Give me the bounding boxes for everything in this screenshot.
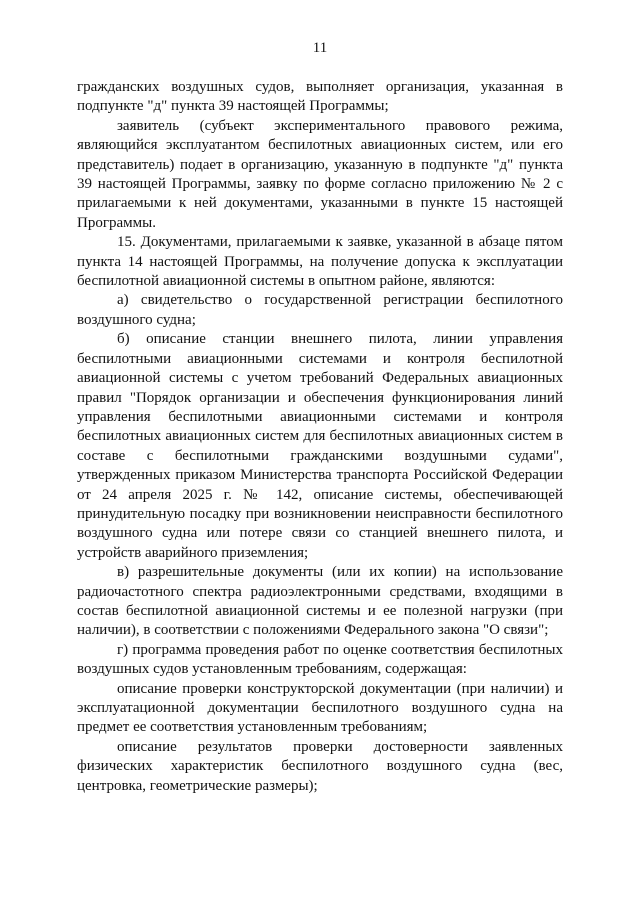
paragraph: гражданских воздушных судов, выполняет организация, указанная в подпункте "д" пункта 39 настоящей Программы;: [77, 79, 563, 115]
page-number: 11: [312, 40, 328, 56]
paragraph: заявитель (субъект экспериментального правового режима, являющийся эксплуатантом беспилотных авиационных систем, или его представитель) подает в организацию, указанную в подпункте "д" пункта 39 настоящей Программы, заявку по форме согласно приложению № 2 с прилагаемыми к ней документами, указанными в пункте 15 настоящей Программы.: [77, 117, 563, 231]
paragraph: г) программа проведения работ по оценке соответствия беспилотных воздушных судов установленным требованиям, содержащая:: [77, 641, 563, 678]
paragraph: а) свидетельство о государственной регистрации беспилотного воздушного судна;: [77, 292, 563, 328]
paragraph: описание проверки конструкторской документации (при наличии) и эксплуатационной документации беспилотного воздушного судна на предмет ее соответствия установленным требованиям;: [77, 680, 563, 736]
paragraph: описание результатов проверки достоверности заявленных физических характеристик беспилотного воздушного судна (вес, центровка, геометрические размеры);: [77, 738, 563, 794]
paragraph: б) описание станции внешнего пилота, линии управления беспилотными авиационными системами и контроля беспилотной авиационной системы с учетом требований Федеральных авиационных правил "Порядок организации и обеспечения функционирования линий управления беспилотными авиационными системами и контроля беспилотных авиационных систем для беспилотных авиационных систем в составе с беспилотными гражданскими воздушными судами", утвержденных приказом Министерства транспорта Российской Федерации от 24 апреля 2025 г. № 142, описание системы, обеспечивающей принудительную посадку при возникновении неисправности беспилотного воздушного судна или потере связи со станцией внешнего пилота, и устройств аварийного приземления;: [77, 331, 563, 561]
document-body: [77, 78, 563, 796]
paragraph: 15. Документами, прилагаемыми к заявке, указанной в абзаце пятом пункта 14 настоящей Программы, на получение допуска к эксплуатации беспилотной авиационной системы в опытном районе, являются:: [77, 234, 563, 290]
paragraph: в) разрешительные документы (или их копии) на использование радиочастотного спектра радиоэлектронными средствами, входящими в состав беспилотной авиационной системы и ее полезной нагрузки (при наличии), в соответствии с положениями Федерального закона "О связи";: [77, 564, 563, 639]
